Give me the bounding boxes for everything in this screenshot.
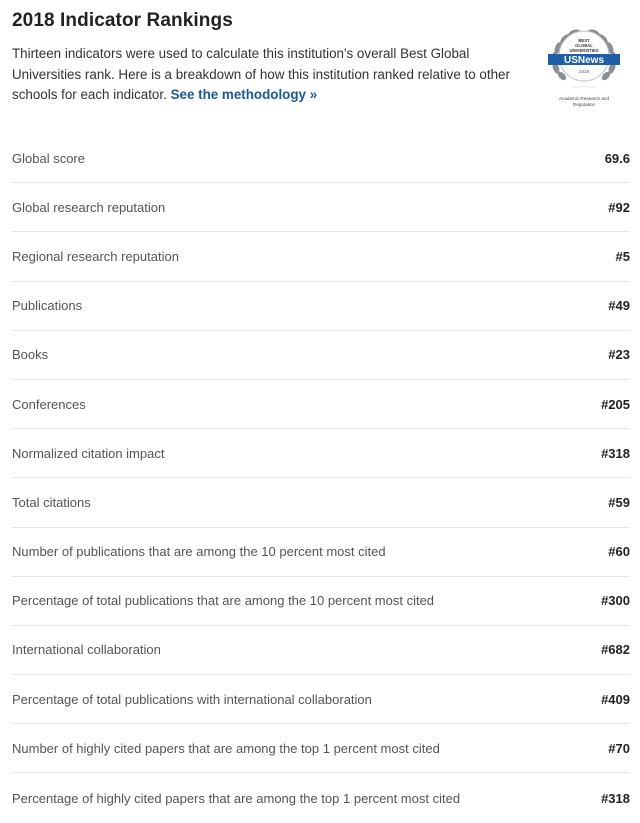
indicator-value: 69.6 (604, 150, 630, 166)
indicator-row (12, 724, 630, 773)
page-title: 2018 Indicator Rankings (12, 10, 233, 31)
indicator-label: Percentage of total publications with international collaboration (12, 691, 372, 707)
indicator-label: Books (12, 347, 49, 363)
badge-line1: BEST (578, 38, 590, 43)
indicator-row (12, 478, 630, 527)
indicator-label: Conferences (12, 396, 86, 412)
indicator-value: #318 (601, 445, 630, 461)
indicator-value: #5 (615, 248, 630, 264)
indicator-label: Percentage of total publications that are among the 10 percent most cited (12, 593, 435, 609)
indicator-row (12, 577, 630, 626)
indicator-value: #682 (601, 642, 630, 658)
indicator-label: Publications (12, 298, 83, 314)
indicator-row (12, 331, 630, 380)
indicator-value: #70 (608, 740, 630, 756)
badge-caption2: Reputation (572, 102, 596, 107)
methodology-link[interactable]: See the methodology » (170, 87, 318, 102)
badge-year: 2018 (578, 69, 590, 74)
intro-text (12, 44, 517, 106)
badge-caption1: Academic Research and (558, 96, 610, 101)
indicator-row (12, 773, 630, 822)
indicator-value: #49 (608, 298, 630, 314)
indicator-row (12, 134, 630, 183)
indicator-label: Global score (12, 150, 85, 166)
indicator-value: #300 (601, 593, 630, 609)
indicator-label: Percentage of highly cited papers that are among the top 1 percent most cited (12, 790, 461, 806)
indicator-row (12, 429, 630, 478)
indicator-label: Global research reputation (12, 199, 166, 215)
indicator-list (12, 134, 630, 823)
indicator-value: #60 (608, 544, 630, 560)
badge-line2: GLOBAL (575, 43, 593, 48)
indicator-row (12, 528, 630, 577)
indicator-label: Number of highly cited papers that are among the top 1 percent most cited (12, 740, 440, 756)
indicator-value: #92 (608, 199, 630, 215)
indicator-label: Normalized citation impact (12, 445, 165, 461)
indicator-row (12, 675, 630, 724)
intro-paragraph: Thirteen indicators were used to calculate this institution's overall Best Global Universities rank. Here is a breakdown of how this institution ranked relative to other schools for each indicator. (12, 46, 510, 102)
indicator-row (12, 626, 630, 675)
badge-brand: USNews (563, 55, 605, 66)
indicator-row (12, 380, 630, 429)
indicator-row (12, 232, 630, 281)
indicator-row (12, 282, 630, 331)
indicator-label: International collaboration (12, 642, 161, 658)
indicator-value: #205 (601, 396, 630, 412)
us-news-best-global-universities-badge-icon (546, 24, 622, 114)
indicator-label: Total citations (12, 494, 91, 510)
indicator-value: #409 (601, 691, 630, 707)
indicator-value: #318 (601, 790, 630, 806)
indicator-row (12, 183, 630, 232)
indicator-label: Regional research reputation (12, 248, 179, 264)
indicator-value: #59 (608, 494, 630, 510)
indicator-value: #23 (608, 347, 630, 363)
indicator-label: Number of publications that are among the 10 percent most cited (12, 544, 386, 560)
badge-line3: UNIVERSITIES (569, 48, 599, 53)
